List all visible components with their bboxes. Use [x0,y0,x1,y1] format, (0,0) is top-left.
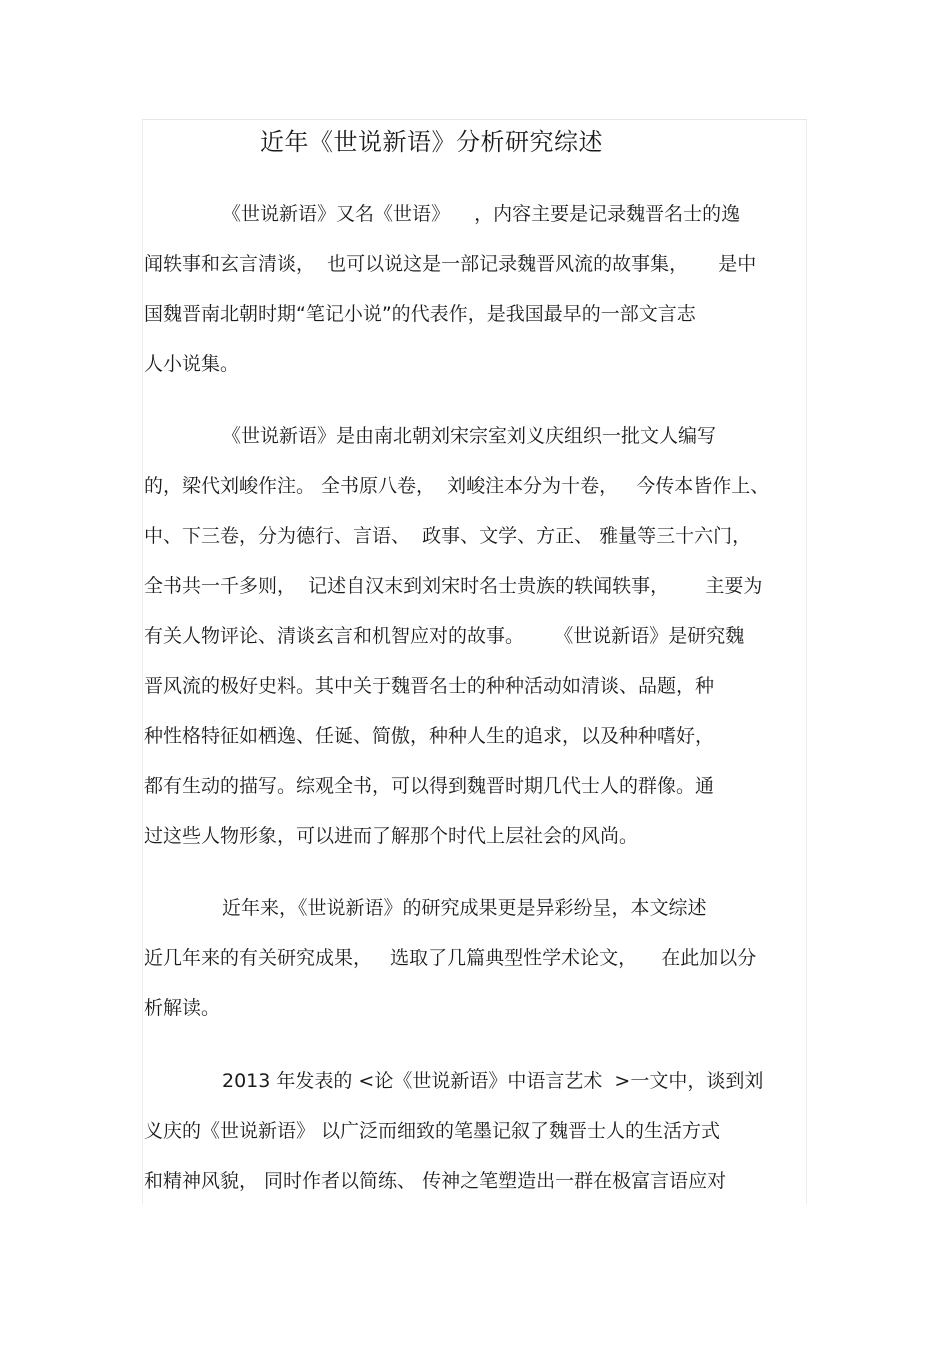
paragraph-line: 晋风流的极好史料。其中关于魏晋名士的种种活动如清谈、品题，种 [144,675,715,697]
paragraph-line: 近几年来的有关研究成果， 选取了几篇典型性学术论文， 在此加以分 [144,947,757,969]
paragraph-line: 人小说集。 [144,353,240,375]
paragraph-line: 《世说新语》又名《世语》 ，内容主要是记录魏晋名士的逸 [222,203,741,225]
paragraph-line: 种性格特征如栖逸、任诞、简傲，种种人生的追求，以及种种嗜好， [144,725,715,747]
paragraph-line: 过这些人物形象，可以进而了解那个时代上层社会的风尚。 [144,825,639,847]
document-title: 近年《世说新语》分析研究综述 [260,128,603,156]
paragraph-line: 闻轶事和玄言清谈， 也可以说这是一部记录魏晋风流的故事集， 是中 [144,253,757,275]
page-frame [142,119,807,1204]
paragraph-line: 有关人物评论、清谈玄言和机智应对的故事。 《世说新语》是研究魏 [144,625,745,647]
paragraph-line: 《世说新语》是由南北朝刘宋宗室刘义庆组织一批文人编写 [222,425,717,447]
paragraph-line: 全书共一千多则， 记述自汉末到刘宋时名士贵族的轶闻轶事， 主要为 [144,575,763,597]
paragraph-line: 的，梁代刘峻作注。 全书原八卷， 刘峻注本分为十卷， 今传本皆作上、 [144,475,770,497]
paragraph-line: 和精神风貌， 同时作者以简练、 传神之笔塑造出一群在极富言语应对 [144,1170,727,1192]
paragraph-line: 近年来，《世说新语》的研究成果更是异彩纷呈，本文综述 [222,897,707,919]
paragraph-line: 义庆的《世说新语》 以广泛而细致的笔墨记叙了魏晋士人的生活方式 [144,1120,721,1142]
paragraph-line: 析解读。 [144,997,221,1019]
paragraph-line: 2013 年发表的 <论《世说新语》中语言艺术 >一文中，谈到刘 [222,1070,764,1092]
paragraph-line: 中、下三卷，分为德行、言语、 政事、文学、方正、 雅量等三十六门， [144,525,752,547]
paragraph-line: 国魏晋南北朝时期“笔记小说”的代表作，是我国最早的一部文言志 [144,303,696,325]
paragraph-line: 都有生动的描写。综观全书，可以得到魏晋时期几代士人的群像。通 [144,775,715,797]
